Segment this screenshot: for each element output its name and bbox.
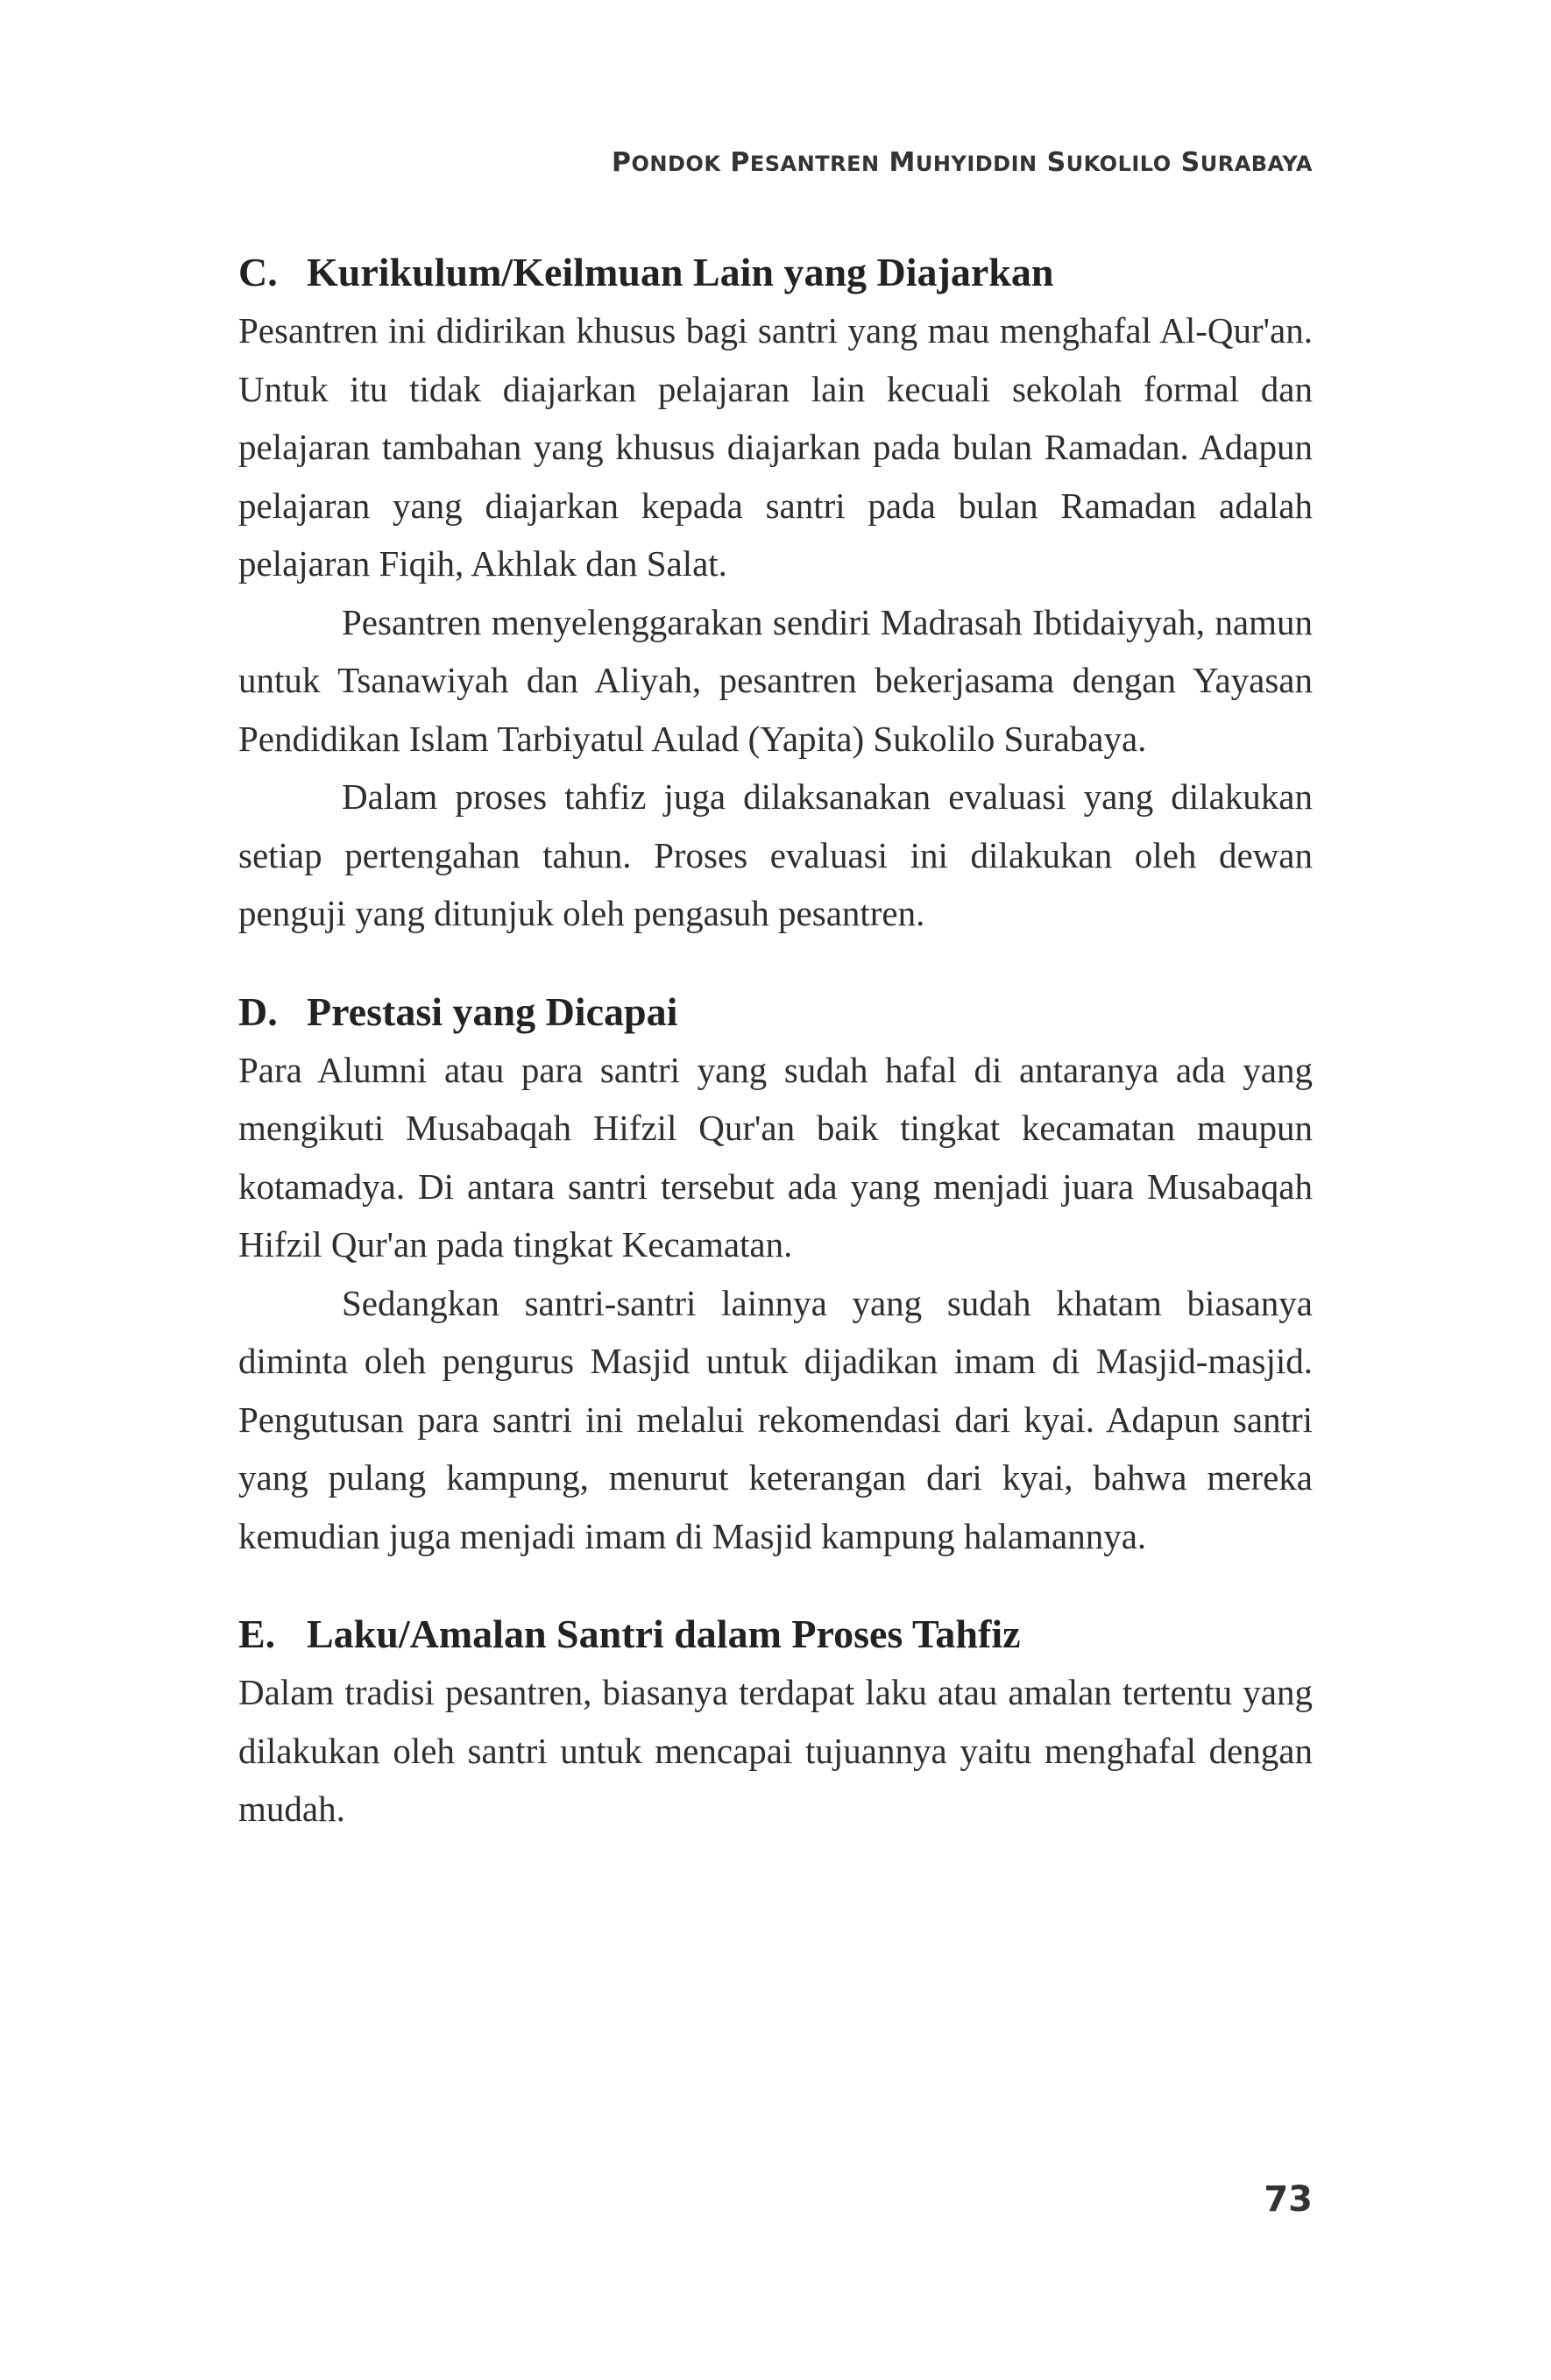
paragraph: Dalam tradisi pesantren, biasanya terdapat laku atau amalan tertentu yang dilakukan oleh santri untuk mencapai tujuannya yaitu menghafal dengan mudah. (238, 1672, 1313, 1829)
paragraph: Dalam proses tahfiz juga dilaksanakan evaluasi yang dilakukan setiap pertengahan tahun. Proses evaluasi ini dilakukan oleh dewan penguji yang ditunjuk oleh pengasuh pesantren. (238, 776, 1313, 933)
header-word: MUHYIDDIN (889, 147, 1038, 178)
running-header (612, 147, 1313, 178)
paragraph: Para Alumni atau para santri yang sudah hafal di antaranya ada yang mengikuti Musabaqah Hifzil Qur'an baik tingkat kecamatan maupun kotamadya. Di antara santri tersebut ada yang menjadi juara Musabaqah Hifzil Qur'an pada tingkat Kecamatan. (238, 1049, 1313, 1264)
section-heading: D. Prestasi yang Dicapai (238, 988, 678, 1034)
header-word: PESANTREN (730, 147, 880, 178)
header-word: PONDOK (612, 147, 721, 178)
paragraph: Sedangkan santri-santri lainnya yang sudah khatam biasanya diminta oleh pengurus Masjid untuk dijadikan imam di Masjid-masjid. Pengutusan para santri ini melalui rekomendasi dari kyai. Adapun santri yang pulang kampung, menurut keterangan dari kyai, bahwa mereka kemudian juga menjadi imam di Masjid kampung halamannya. (238, 1282, 1313, 1556)
section-c (238, 244, 1313, 943)
paragraph: Pesantren menyelenggarakan sendiri Madrasah Ibtidaiyyah, namun untuk Tsanawiyah dan Aliyah, pesantren bekerjasama dengan Yayasan Pendidikan Islam Tarbiyatul Aulad (Yapita) Sukolilo Surabaya. (238, 601, 1313, 759)
header-word: SUKOLILO (1046, 147, 1172, 178)
section-heading: E. Laku/Amalan Santri dalam Proses Tahfiz (238, 1611, 1021, 1656)
paragraph: Pesantren ini didirikan khusus bagi santri yang mau menghafal Al-Qur'an. Untuk itu tidak diajarkan pelajaran lain kecuali sekolah formal dan pelajaran tambahan yang khusus diajarkan pada bulan Ramadan. Adapun pelajaran yang diajarkan kepada santri pada bulan Ramadan adalah pelajaran Fiqih, Akhlak dan Salat. (238, 310, 1313, 584)
page-body (238, 244, 1313, 1838)
page-number: 73 (1264, 2179, 1313, 2220)
section-heading: C. Kurikulum/Keilmuan Lain yang Diajarkan (238, 250, 1054, 294)
header-word: SURABAYA (1180, 147, 1313, 178)
section-d (238, 983, 1313, 1566)
section-e (238, 1605, 1313, 1838)
book-page (238, 0, 1313, 2380)
